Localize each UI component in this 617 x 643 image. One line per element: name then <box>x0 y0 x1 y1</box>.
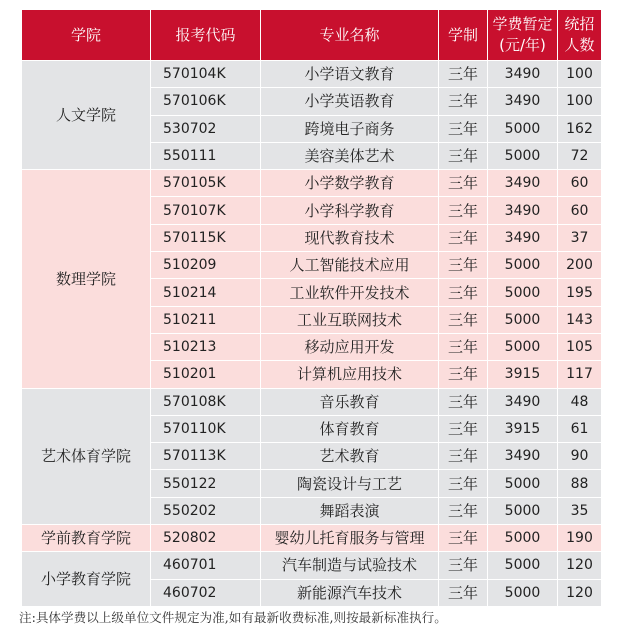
duration-cell: 三年 <box>439 333 488 360</box>
duration-cell: 三年 <box>439 525 488 552</box>
fee-cell: 3490 <box>488 224 558 251</box>
table-row <box>22 388 602 415</box>
major-cell: 汽车制造与试验技术 <box>261 552 439 579</box>
code-cell: 570115K <box>151 224 261 251</box>
code-cell: 550111 <box>151 142 261 169</box>
major-cell: 移动应用开发 <box>261 333 439 360</box>
duration-cell: 三年 <box>439 443 488 470</box>
header-duration: 学制 <box>439 10 488 61</box>
header-fee <box>488 10 558 61</box>
quota-cell: 120 <box>558 552 602 579</box>
college-cell: 艺术体育学院 <box>22 388 151 524</box>
quota-cell: 72 <box>558 142 602 169</box>
major-cell: 计算机应用技术 <box>261 361 439 388</box>
fee-cell: 5000 <box>488 525 558 552</box>
quota-cell: 90 <box>558 443 602 470</box>
majors-fee-table <box>21 9 602 607</box>
fee-cell: 3490 <box>488 88 558 115</box>
major-cell: 小学语文教育 <box>261 61 439 88</box>
header-college: 学院 <box>22 10 151 61</box>
code-cell: 510211 <box>151 306 261 333</box>
major-cell: 跨境电子商务 <box>261 115 439 142</box>
fee-cell: 5000 <box>488 306 558 333</box>
table-row <box>22 170 602 197</box>
quota-cell: 35 <box>558 497 602 524</box>
fee-cell: 5000 <box>488 333 558 360</box>
duration-cell: 三年 <box>439 61 488 88</box>
major-cell: 现代教育技术 <box>261 224 439 251</box>
quota-cell: 37 <box>558 224 602 251</box>
code-cell: 510213 <box>151 333 261 360</box>
duration-cell: 三年 <box>439 279 488 306</box>
fee-cell: 3490 <box>488 197 558 224</box>
code-cell: 570107K <box>151 197 261 224</box>
fee-cell: 3490 <box>488 443 558 470</box>
duration-cell: 三年 <box>439 224 488 251</box>
major-cell: 小学英语教育 <box>261 88 439 115</box>
quota-cell: 105 <box>558 333 602 360</box>
duration-cell: 三年 <box>439 88 488 115</box>
major-cell: 陶瓷设计与工艺 <box>261 470 439 497</box>
quota-cell: 100 <box>558 88 602 115</box>
duration-cell: 三年 <box>439 361 488 388</box>
major-cell: 新能源汽车技术 <box>261 579 439 606</box>
duration-cell: 三年 <box>439 579 488 606</box>
college-cell: 数理学院 <box>22 170 151 388</box>
major-cell: 舞蹈表演 <box>261 497 439 524</box>
fee-cell: 3915 <box>488 415 558 442</box>
quota-cell: 200 <box>558 252 602 279</box>
footnote: 注:具体学费以上级单位文件规定为准,如有最新收费标准,则按最新标准执行。 <box>19 610 447 625</box>
fee-cell: 5000 <box>488 252 558 279</box>
fee-cell: 3490 <box>488 388 558 415</box>
duration-cell: 三年 <box>439 415 488 442</box>
fee-cell: 3490 <box>488 170 558 197</box>
quota-cell: 60 <box>558 197 602 224</box>
fee-cell: 3915 <box>488 361 558 388</box>
header-code: 报考代码 <box>151 10 261 61</box>
code-cell: 510209 <box>151 252 261 279</box>
duration-cell: 三年 <box>439 306 488 333</box>
table-body <box>22 61 602 607</box>
fee-cell: 5000 <box>488 579 558 606</box>
major-cell: 工业软件开发技术 <box>261 279 439 306</box>
code-cell: 570110K <box>151 415 261 442</box>
code-cell: 550202 <box>151 497 261 524</box>
college-cell: 小学教育学院 <box>22 552 151 607</box>
code-cell: 570104K <box>151 61 261 88</box>
duration-cell: 三年 <box>439 252 488 279</box>
code-cell: 510214 <box>151 279 261 306</box>
code-cell: 570108K <box>151 388 261 415</box>
quota-cell: 60 <box>558 170 602 197</box>
quota-cell: 195 <box>558 279 602 306</box>
header-fee-line2: (元/年) <box>499 36 546 54</box>
code-cell: 550122 <box>151 470 261 497</box>
quota-cell: 190 <box>558 525 602 552</box>
header-quota-line1: 统招 <box>564 15 595 33</box>
code-cell: 570105K <box>151 170 261 197</box>
college-cell: 学前教育学院 <box>22 525 151 552</box>
fee-cell: 5000 <box>488 142 558 169</box>
code-cell: 460701 <box>151 552 261 579</box>
major-cell: 艺术教育 <box>261 443 439 470</box>
duration-cell: 三年 <box>439 170 488 197</box>
quota-cell: 117 <box>558 361 602 388</box>
table-row <box>22 552 602 579</box>
fee-cell: 5000 <box>488 497 558 524</box>
header-row <box>22 10 602 61</box>
quota-cell: 120 <box>558 579 602 606</box>
major-cell: 工业互联网技术 <box>261 306 439 333</box>
quota-cell: 143 <box>558 306 602 333</box>
major-cell: 婴幼儿托育服务与管理 <box>261 525 439 552</box>
fee-cell: 5000 <box>488 115 558 142</box>
duration-cell: 三年 <box>439 552 488 579</box>
duration-cell: 三年 <box>439 388 488 415</box>
code-cell: 530702 <box>151 115 261 142</box>
fee-cell: 3490 <box>488 61 558 88</box>
major-cell: 美容美体艺术 <box>261 142 439 169</box>
fee-cell: 5000 <box>488 470 558 497</box>
major-cell: 音乐教育 <box>261 388 439 415</box>
fee-cell: 5000 <box>488 279 558 306</box>
quota-cell: 88 <box>558 470 602 497</box>
major-cell: 体育教育 <box>261 415 439 442</box>
duration-cell: 三年 <box>439 115 488 142</box>
quota-cell: 162 <box>558 115 602 142</box>
quota-cell: 100 <box>558 61 602 88</box>
code-cell: 570113K <box>151 443 261 470</box>
header-quota-line2: 人数 <box>564 36 595 54</box>
duration-cell: 三年 <box>439 470 488 497</box>
code-cell: 460702 <box>151 579 261 606</box>
code-cell: 510201 <box>151 361 261 388</box>
quota-cell: 61 <box>558 415 602 442</box>
quota-cell: 48 <box>558 388 602 415</box>
duration-cell: 三年 <box>439 142 488 169</box>
major-cell: 小学科学教育 <box>261 197 439 224</box>
header-fee-line1: 学费暂定 <box>492 15 553 33</box>
code-cell: 570106K <box>151 88 261 115</box>
college-cell: 人文学院 <box>22 61 151 170</box>
fee-cell: 5000 <box>488 552 558 579</box>
header-major: 专业名称 <box>261 10 439 61</box>
duration-cell: 三年 <box>439 197 488 224</box>
table-row <box>22 525 602 552</box>
table-row <box>22 61 602 88</box>
code-cell: 520802 <box>151 525 261 552</box>
major-cell: 人工智能技术应用 <box>261 252 439 279</box>
major-cell: 小学数学教育 <box>261 170 439 197</box>
duration-cell: 三年 <box>439 497 488 524</box>
header-quota <box>558 10 602 61</box>
